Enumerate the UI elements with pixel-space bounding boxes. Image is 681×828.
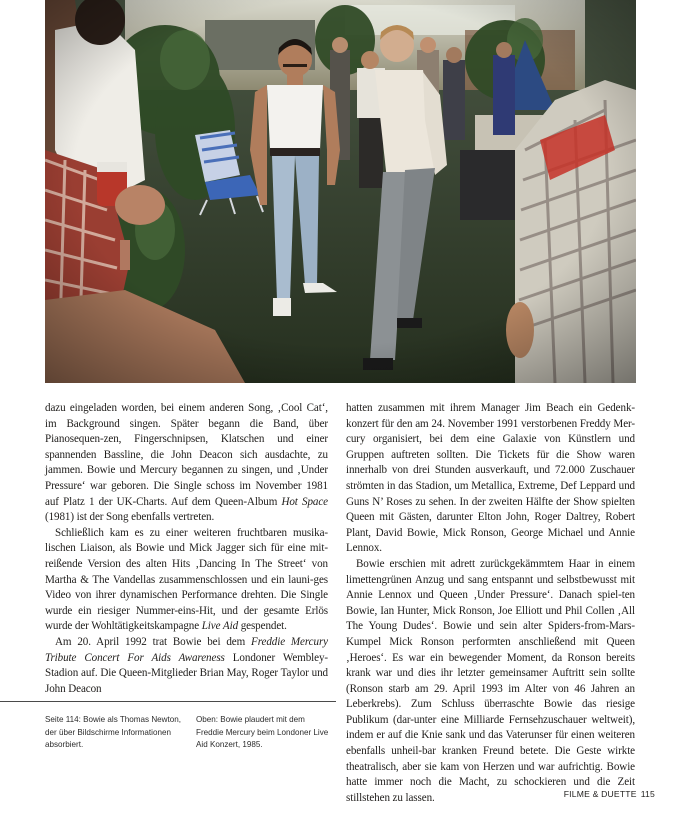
caption-divider [0,701,336,702]
photo [45,0,636,383]
italic-title: Freddie Mercury Tribute Concert For Aids Awareness [45,635,328,664]
italic-title: Hot Space [281,495,328,508]
caption-page-114: Seite 114: Bowie als Thomas Newton, der über Bildschirme Informationen absorbiert. [45,715,182,750]
caption-photo-above: Oben: Bowie plaudert mit dem Freddie Mercury beim Londoner Live Aid Konzert, 1985. [196,715,329,750]
text-run: Bowie erschien mit adrett zurückgekämmtem Haar in einem limettengrünen Anzug und sang entspannt und selbstbewusst mit Annie Lennox und Queen ‚Under Pressure‘. Danach spiel-ten Bowie, Ian Hunter, Mick Ronson, Joe Elliott und Phil Collen ‚All The Young Dudes‘. Bowie und sein alter Spiders-from-Mars-Kumpel Mick Ronson performten anschließend mit Queen ‚Heroes‘. Es war ein bewegender Moment, da Ronson bereits krank war und dies ihr letzter gemeinsamer Auftritt sein sollte (Ronson starb am 29. April 1993 im Alter von 46 Jahren an Leberkrebs). Zum Schluss überraschte Bowie das riesige Publikum (dar-unter eine Milliarde Fernsehzuschauer weltweit), indem er auf die Knie sank und das Vaterunser für einen weiteren ebenfalls unheil-bar kranken Freund betete. Die Geste wirkte theatralisch, aber sie kam von Herzen und war aufrichtig. Bowie hatte immer noch die Macht, zu schockieren und die Zeit stillstehen zu lassen. [346,557,635,804]
paragraph [346,401,635,557]
page-footer [564,789,655,799]
right-text-column [346,401,635,806]
paragraph [45,401,328,526]
paragraph [346,557,635,807]
paragraph [45,526,328,635]
text-run: Am 20. April 1992 trat Bowie bei dem [55,635,252,648]
text-run: Schließlich kam es zu einer weiteren fruchtbaren musika-lischen Liaison, als Bowie und Mick Jagger sich für eine mit-reißende Version des alten Hits ‚Dancing In The Street‘ von Martha & The Vandellas zusammenschlossen und ein launi-ges Video von ihrer dynamischen Performance drehten. Die Single wurde ein riesiger Nummer-eins-Hit, und der gesamte Erlös wurde der Wohltätigkeitskampagne [45,526,328,633]
page-number: 115 [640,789,655,799]
text-run: hatten zusammen mit ihrem Manager Jim Beach ein Gedenk-konzert für den am 24. November 1991 verstorbenen Freddy Mer-cury organisiert, bei dem eine Galaxie von Künstlern und Gruppen auftreten sollten. Die Tickets für die Show waren innerhalb von drei Stunden ausverkauft, und 72.000 Zuschauer strömten in das Stadion, um Metallica, Extreme, Def Leppard und Guns N’ Roses zu sehen. In der zweiten Hälfte der Show spielten Queen mit Gästen, darunter Elton John, Roger Daltrey, Robert Plant, David Bowie, Mick Ronson, George Michael und Annie Lennox. [346,402,635,555]
text-run: gespendet. [238,620,287,633]
left-text-column [45,401,328,697]
paragraph [45,635,328,697]
concert-backstage-photo [45,0,636,383]
section-title: FILME & DUETTE [563,789,637,799]
text-run: (1981) ist der Song ebenfalls vertreten. [45,511,215,524]
text-run: Londoner Wembley-Stadion auf. Die Queen-Mitglieder Brian May, Roger Taylor und John Deacon [45,651,329,695]
text-run: dazu eingeladen worden, bei einem anderen Song, ‚Cool Cat‘, im Background singen. Später begann die Band, über Pianosequen-zen, Fingerschnipsen, Klatschen und einer spannenden Bassline, die John Deacon sich ausdachte, zu jammen. Bowie und Mercury begannen zu singen, und ‚Under Pressure‘ war geboren. Die Single schoss im November 1981 auf Platz 1 der UK-Charts. Auf dem Queen-Album [45,402,328,508]
italic-title: Live Aid [201,620,239,633]
